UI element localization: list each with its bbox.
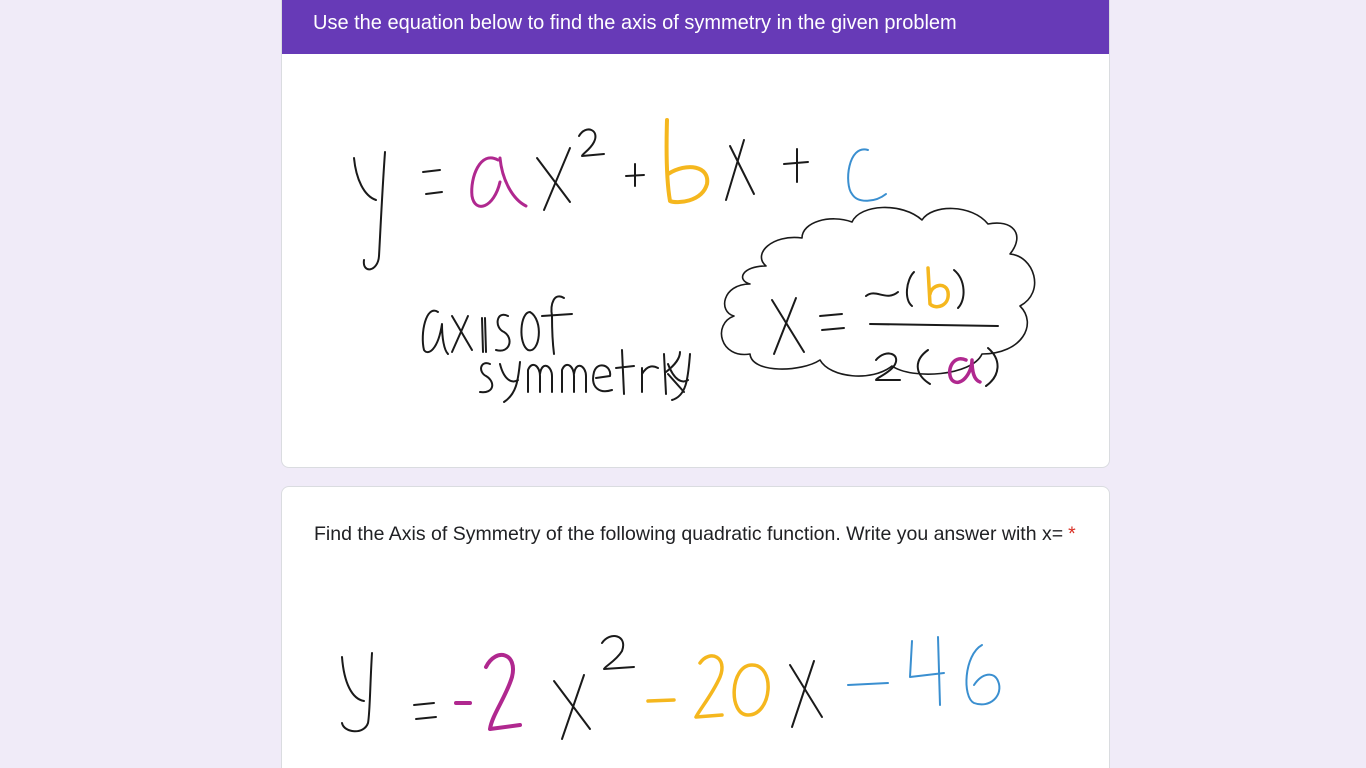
function-image xyxy=(282,605,1110,768)
question-card xyxy=(281,486,1110,768)
question-text: Find the Axis of Symmetry of the following quadratic function. Write you answer with x= xyxy=(314,523,1064,545)
formula-image xyxy=(282,54,1110,468)
section-header xyxy=(282,0,1109,54)
section-card xyxy=(281,0,1110,468)
section-title: Use the equation below to find the axis of symmetry in the given problem xyxy=(313,12,957,34)
required-asterisk: * xyxy=(1068,523,1076,545)
question-title xyxy=(314,519,1084,549)
